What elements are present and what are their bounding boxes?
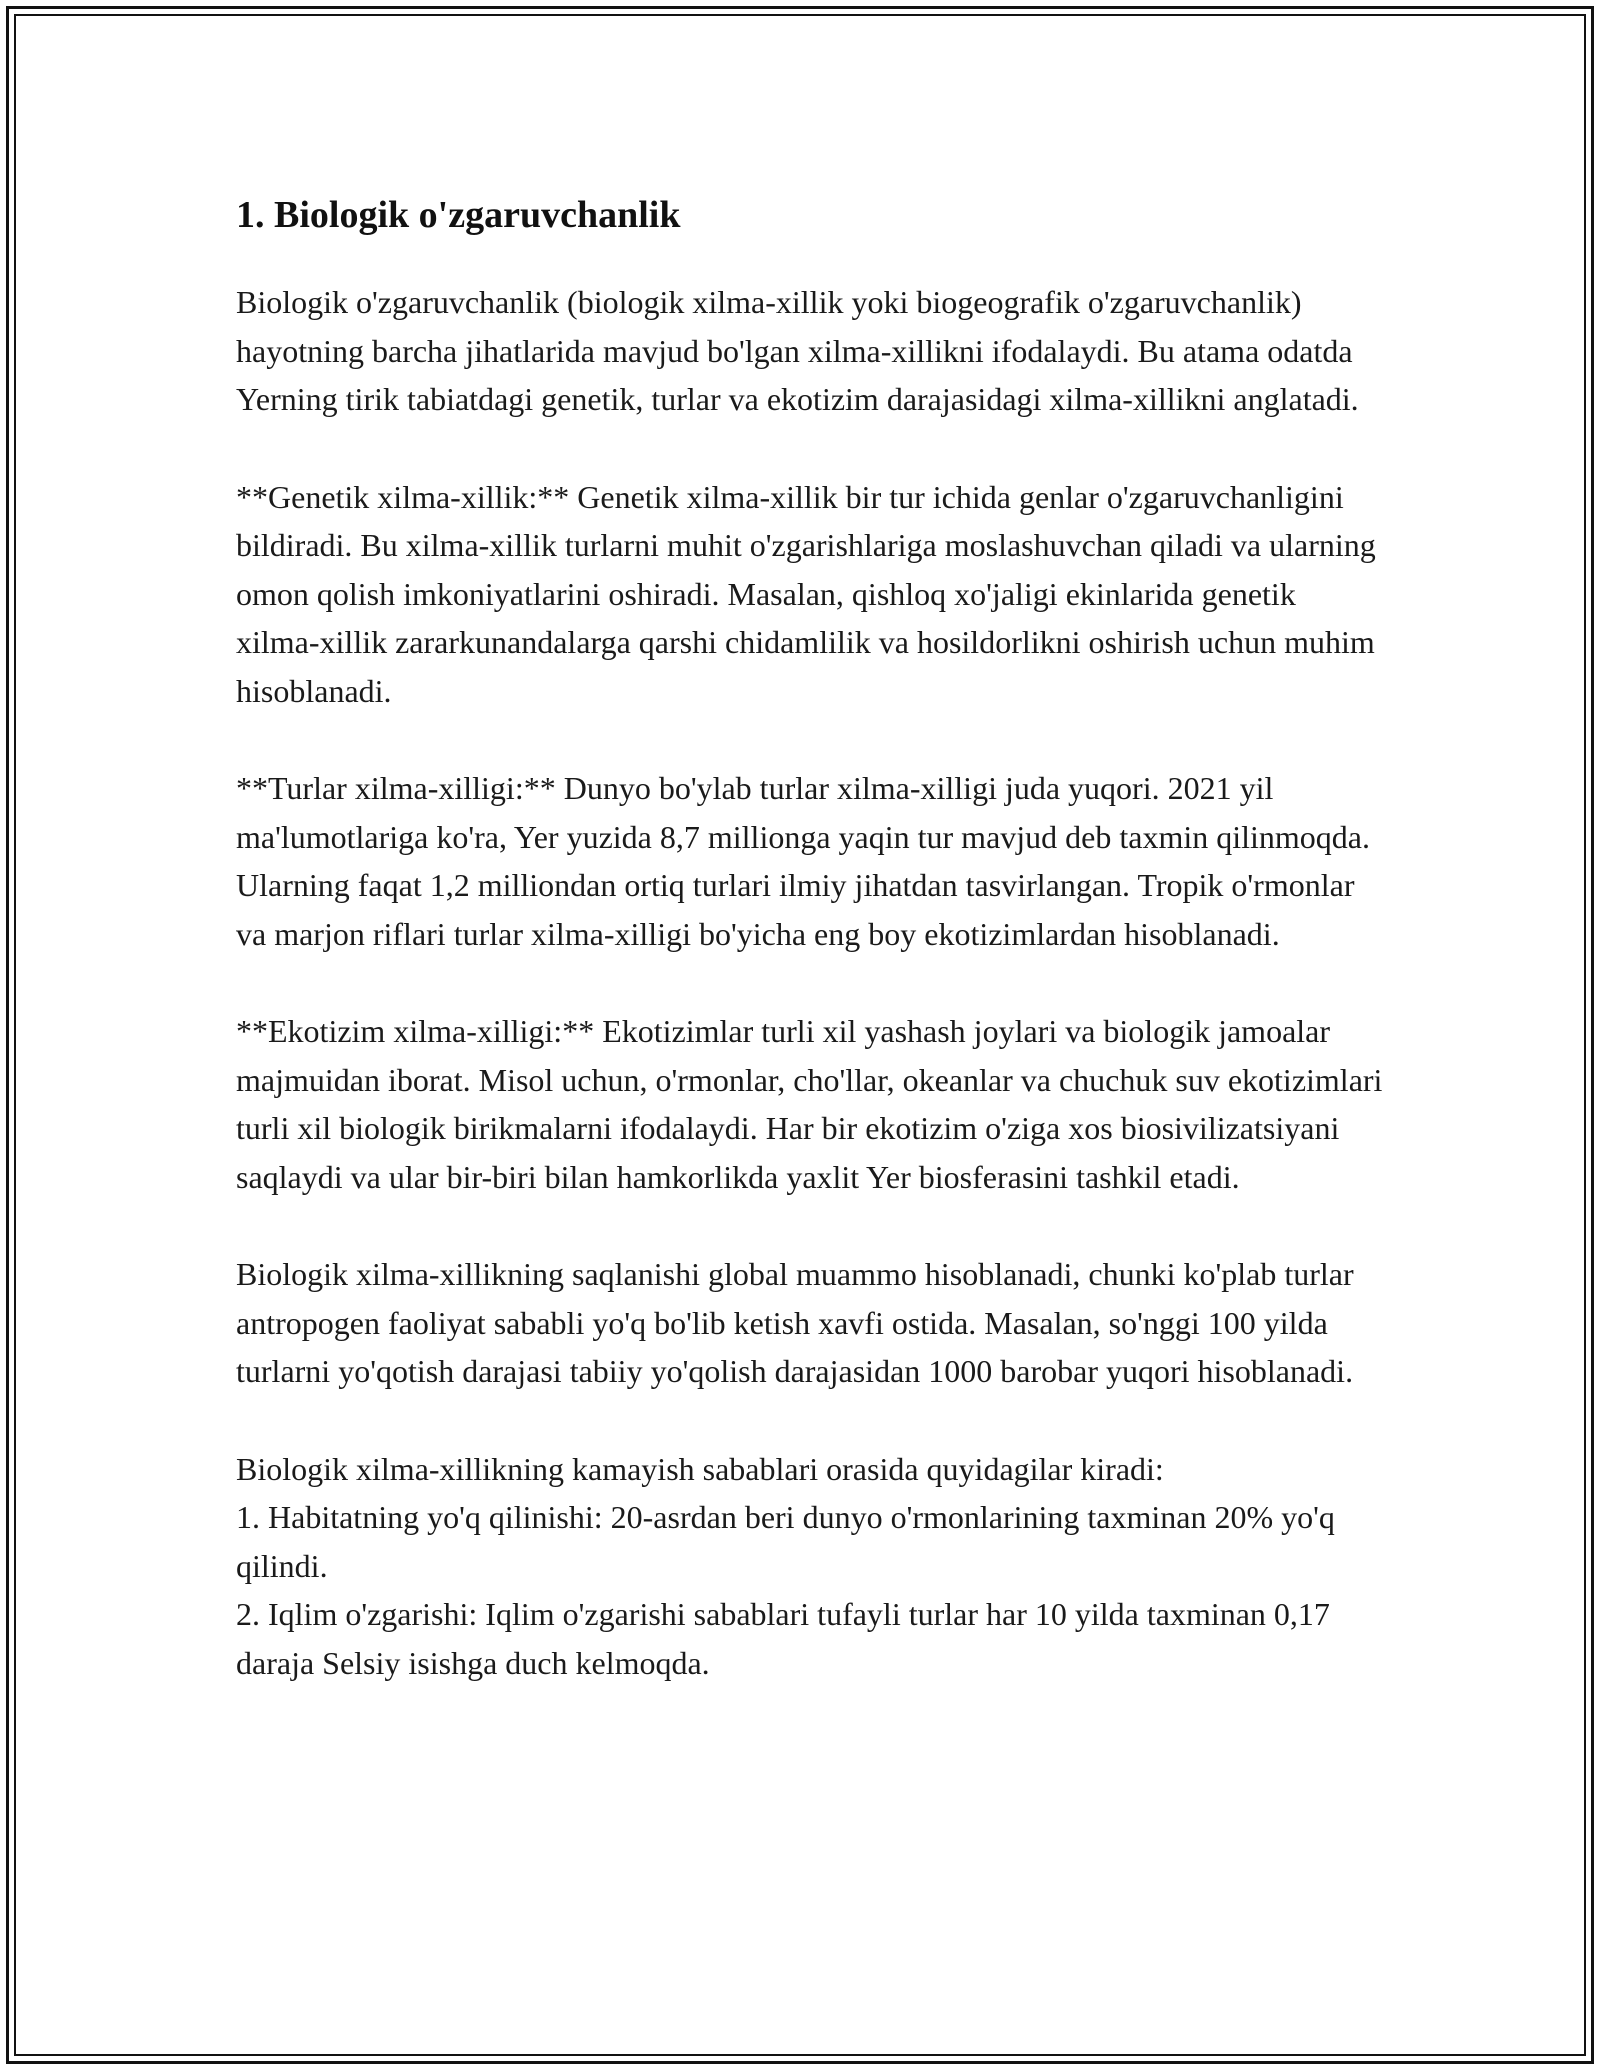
document-body xyxy=(236,186,1386,1687)
intro-paragraph: Biologik o'zgaruvchanlik (biologik xilma-xillik yoki biogeografik o'zgaruvchanlik) hayotning barcha jihatlarida mavjud bo'lgan xilma-xillikni ifodalaydi. Bu atama odatda Yerning tirik tabiatdagi genetik, turlar va ekotizim darajasidagi xilma-xillikni anglatadi. xyxy=(236,284,1359,417)
species-diversity-paragraph: **Turlar xilma-xilligi:** Dunyo bo'ylab turlar xilma-xilligi juda yuqori. 2021 yil ma'lumotlariga ko'ra, Yer yuzida 8,7 millionga yaqin tur mavjud deb taxmin qilinmoqda. Ularning faqat 1,2 milliondan ortiq turlari ilmiy jihatdan tasvirlangan. Tropik o'rmonlar va marjon riflari turlar xilma-xilligi bo'yicha eng boy ekotizimlardan hisoblanadi. xyxy=(236,770,1370,952)
ecosystem-diversity-paragraph: **Ekotizim xilma-xilligi:** Ekotizimlar turli xil yashash joylari va biologik jamoalar majmuidan iborat. Misol uchun, o'rmonlar, cho'llar, okeanlar va chuchuk suv ekotizimlari turli xil biologik birikmalarni ifodalaydi. Har bir ekotizim o'ziga xos biosivilizatsiyani saqlaydi va ular bir-biri bilan hamkorlikda yaxlit Yer biosferasini tashkil etadi. xyxy=(236,1013,1383,1195)
genetic-diversity-paragraph: **Genetik xilma-xillik:** Genetik xilma-xillik bir tur ichida genlar o'zgaruvchanligini bildiradi. Bu xilma-xillik turlarni muhit o'zgarishlariga moslashuvchan qiladi va ularning omon qolish imkoniyatlarini oshiradi. Masalan, qishloq xo'jaligi ekinlarida genetik xilma-xillik zararkunandalarga qarshi chidamlilik va hosildorlikni oshirish uchun muhim hisoblanadi. xyxy=(236,478,1376,709)
list-intro: Biologik xilma-xillikning kamayish sabablari orasida quyidagilar kiradi: xyxy=(236,1450,1164,1487)
conservation-paragraph: Biologik xilma-xillikning saqlanishi global muammo hisoblanadi, chunki ko'plab turlar antropogen faoliyat sababli yo'q bo'lib ketish xavfi ostida. Masalan, so'nggi 100 yilda turlarni yo'qotish darajasi tabiiy yo'qolish darajasidan 1000 barobar yuqori hisoblanadi. xyxy=(236,1256,1354,1389)
causes-list xyxy=(236,1445,1386,1688)
list-item: 2. Iqlim o'zgarishi: Iqlim o'zgarishi sabablari tufayli turlar har 10 yilda taxminan 0,17 daraja Selsiy isishga duch kelmoqda. xyxy=(236,1596,1330,1681)
list-item: 1. Habitatning yo'q qilinishi: 20-asrdan beri dunyo o'rmonlarining taxminan 20% yo'q qilindi. xyxy=(236,1499,1335,1584)
section-heading: 1. Biologik o'zgaruvchanlik xyxy=(236,194,681,236)
